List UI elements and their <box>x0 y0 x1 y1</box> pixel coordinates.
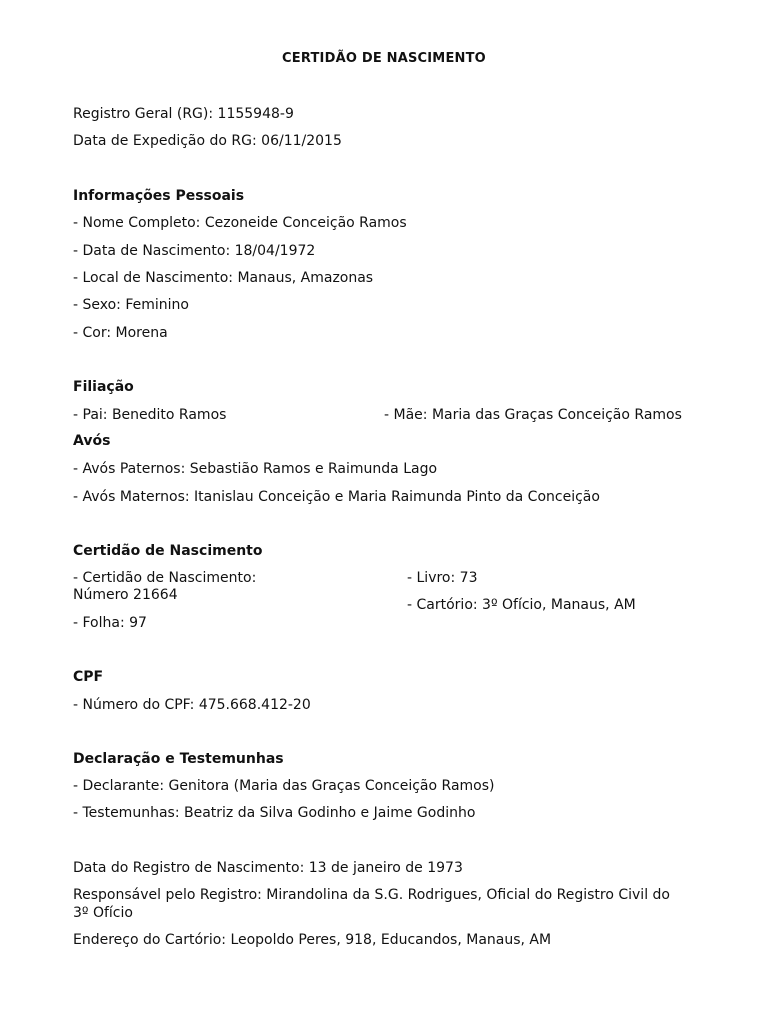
registration-date: Data do Registro de Nascimento: 13 de janeiro de 1973 <box>73 860 463 876</box>
certificate-heading: Certidão de Nascimento <box>73 543 263 559</box>
paternal-grandparents: - Avós Paternos: Sebastião Ramos e Raimunda Lago <box>73 461 438 477</box>
witnesses: - Testemunhas: Beatriz da Silva Godinho e Jaime Godinho <box>73 805 476 821</box>
certificate-number: Número 21664 <box>73 587 178 603</box>
rg-issue-date: Data de Expedição do RG: 06/11/2015 <box>73 133 342 149</box>
rg-number: Registro Geral (RG): 1155948-9 <box>73 106 294 122</box>
cpf-number: - Número do CPF: 475.668.412-20 <box>73 697 311 713</box>
document-title: CERTIDÃO DE NASCIMENTO <box>282 51 486 66</box>
mother: - Mãe: Maria das Graças Conceição Ramos <box>384 407 682 423</box>
declarant: - Declarante: Genitora (Maria das Graças Conceição Ramos) <box>73 778 495 794</box>
maternal-grandparents: - Avós Maternos: Itanislau Conceição e Maria Raimunda Pinto da Conceição <box>73 489 600 505</box>
grandparents-heading: Avós <box>73 433 111 449</box>
cpf-heading: CPF <box>73 669 104 685</box>
registrar-line-1: Responsável pelo Registro: Mirandolina da S.G. Rodrigues, Oficial do Registro Civil do <box>73 887 670 903</box>
certificate-book: - Livro: 73 <box>407 570 478 586</box>
full-name: - Nome Completo: Cezoneide Conceição Ramos <box>73 215 407 231</box>
father: - Pai: Benedito Ramos <box>73 407 227 423</box>
registry-office: - Cartório: 3º Ofício, Manaus, AM <box>407 597 636 613</box>
registry-address: Endereço do Cartório: Leopoldo Peres, 918, Educandos, Manaus, AM <box>73 932 552 948</box>
personal-info-heading: Informações Pessoais <box>73 188 245 204</box>
certificate-page: - Folha: 97 <box>73 615 147 631</box>
birth-place: - Local de Nascimento: Manaus, Amazonas <box>73 270 374 286</box>
declaration-heading: Declaração e Testemunhas <box>73 751 284 767</box>
certificate-number-label: - Certidão de Nascimento: <box>73 570 257 586</box>
registrar-line-2: 3º Ofício <box>73 905 133 921</box>
filiation-heading: Filiação <box>73 379 134 395</box>
skin-color: - Cor: Morena <box>73 325 168 341</box>
sex: - Sexo: Feminino <box>73 297 189 313</box>
birth-date: - Data de Nascimento: 18/04/1972 <box>73 243 316 259</box>
